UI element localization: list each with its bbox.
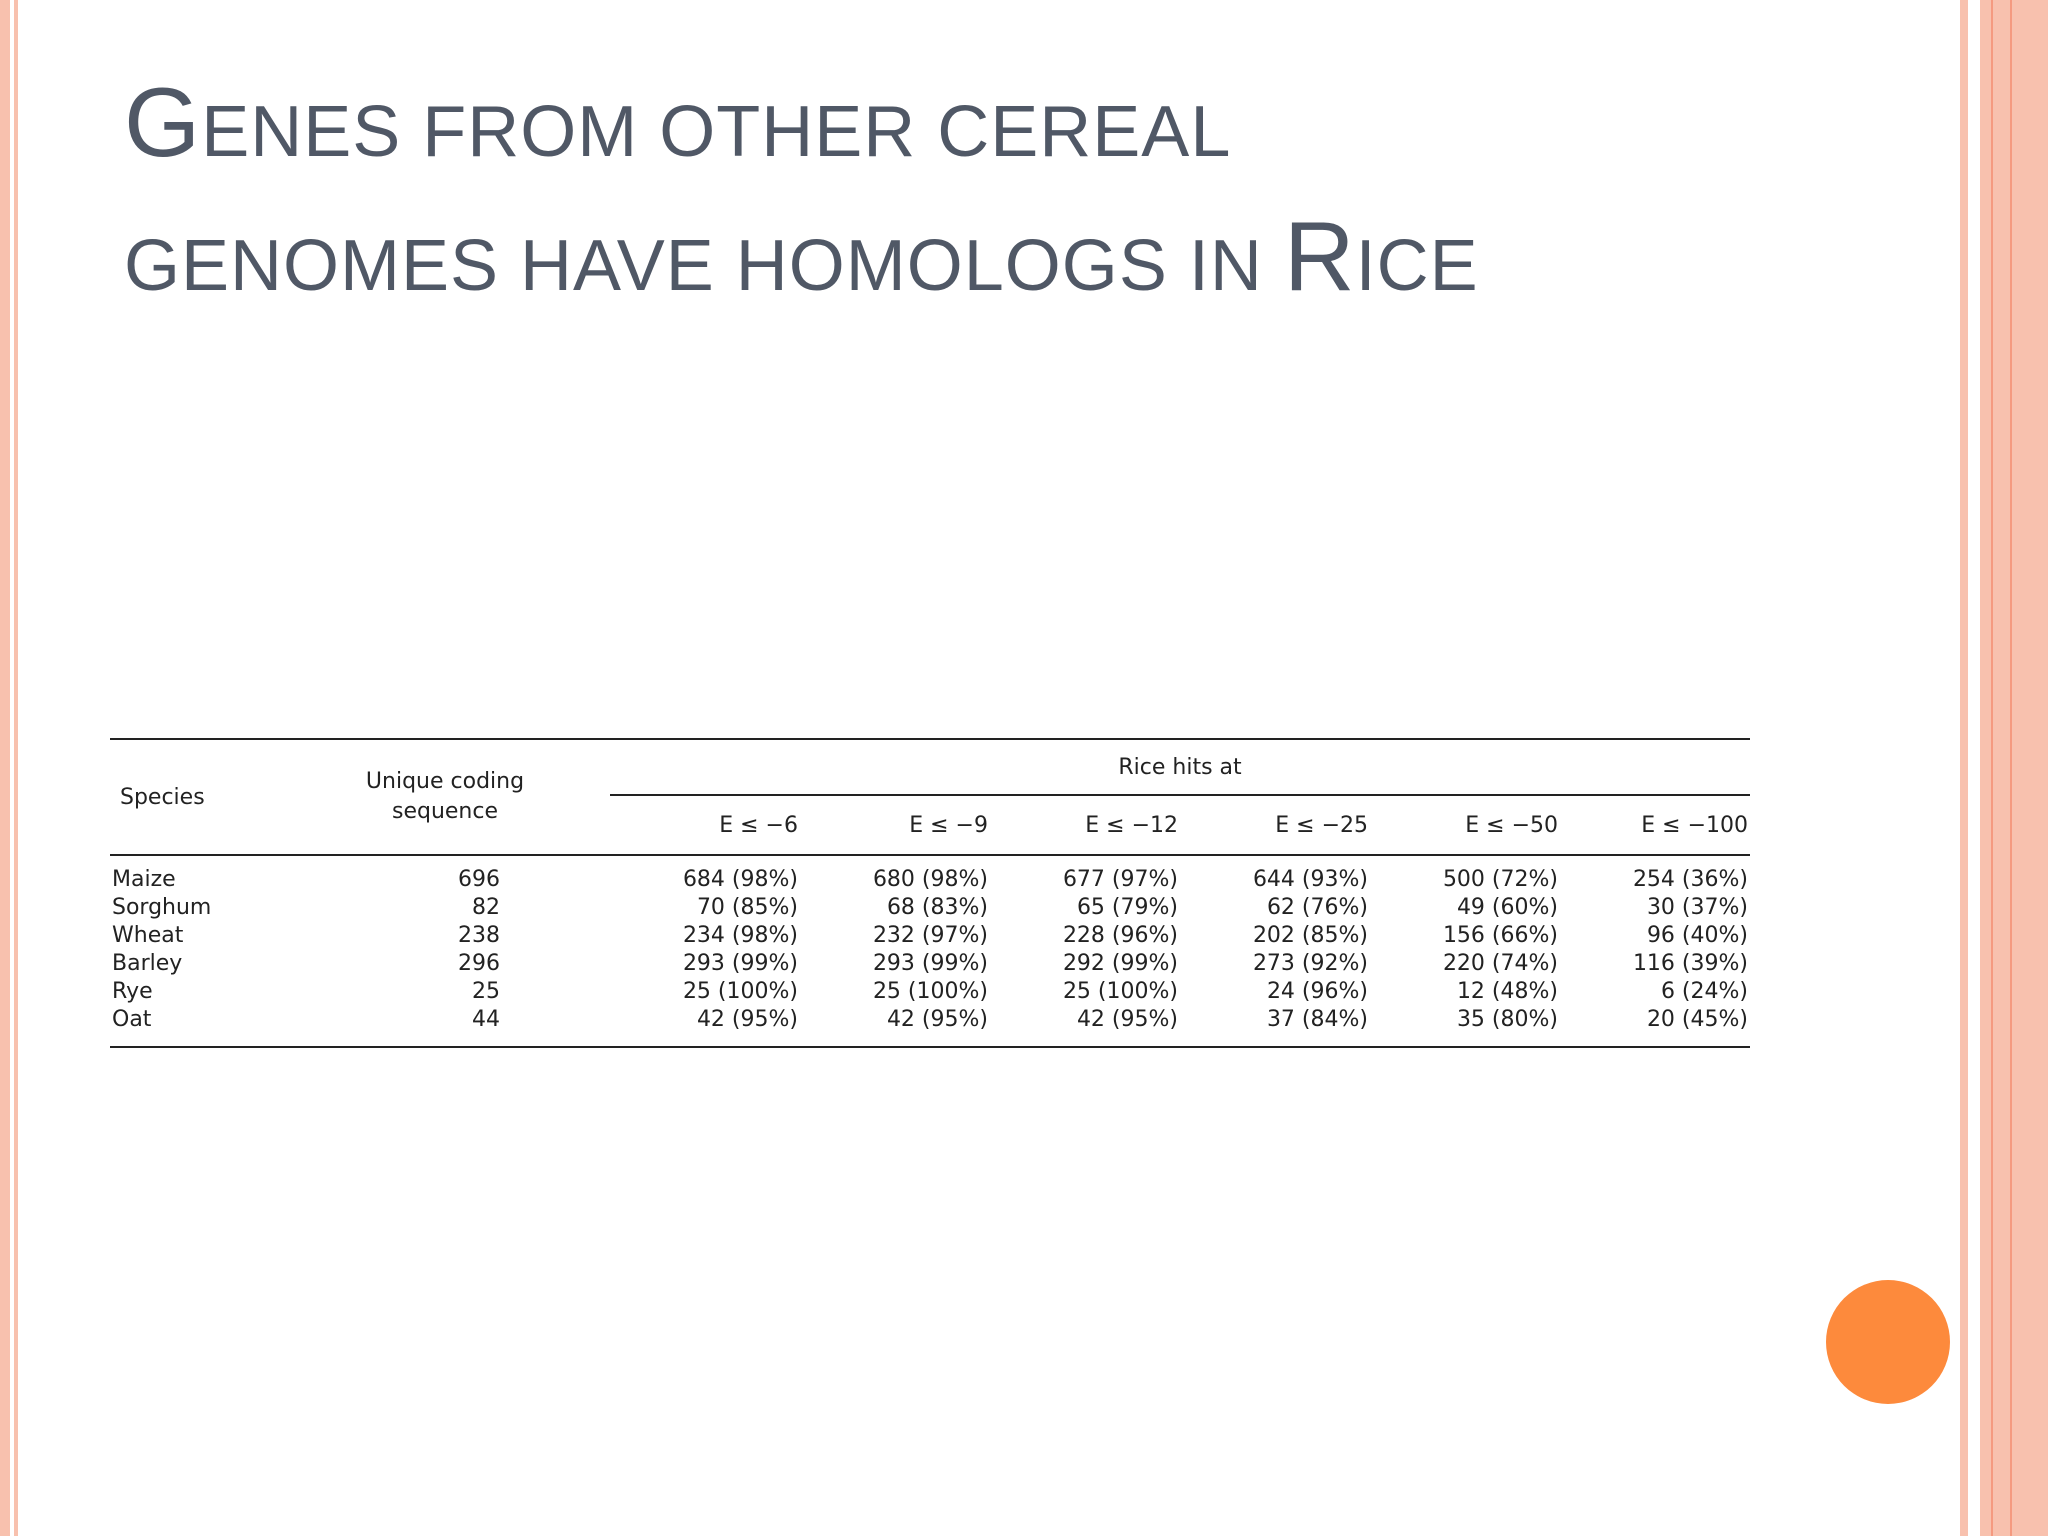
cell-hit: 116 (39%)	[1632, 951, 1748, 976]
title-text: GENOMES HAVE HOMOLOGS IN	[124, 226, 1284, 306]
cell-hit: 644 (93%)	[1252, 867, 1368, 892]
cell-unique: 238	[458, 923, 500, 948]
cell-hit: 232 (97%)	[872, 923, 988, 948]
table-body	[110, 855, 1750, 1047]
right-border-line	[2010, 0, 2012, 1536]
left-border-line	[14, 0, 18, 1536]
header-hit-column: E ≤ −6	[719, 812, 798, 838]
header-species: Species	[120, 784, 205, 810]
header-hit-column: E ≤ −50	[1465, 812, 1558, 838]
table-row	[110, 978, 1750, 1006]
cell-species: Sorghum	[112, 895, 212, 920]
title-text: ENES FROM OTHER CEREAL	[201, 92, 1232, 172]
cell-species: Barley	[112, 951, 183, 976]
cell-hit: 6 (24%)	[1660, 979, 1748, 1004]
cell-hit: 202 (85%)	[1252, 923, 1368, 948]
left-border-bar	[0, 0, 10, 1536]
homolog-table	[110, 738, 1750, 1048]
cell-species: Maize	[112, 867, 176, 892]
cell-unique: 296	[458, 951, 500, 976]
cell-hit: 20 (45%)	[1646, 1007, 1748, 1032]
right-border-strip	[1960, 0, 1968, 1536]
title-capital: R	[1283, 201, 1356, 311]
cell-unique: 25	[472, 979, 500, 1004]
table-row	[110, 855, 1750, 894]
cell-hit: 220 (74%)	[1442, 951, 1558, 976]
cell-hit: 25 (100%)	[872, 979, 988, 1004]
cell-hit: 293 (99%)	[682, 951, 798, 976]
cell-hit: 42 (95%)	[696, 1007, 798, 1032]
header-unique-coding-sequence	[280, 739, 610, 855]
accent-circle	[1826, 1280, 1950, 1404]
cell-unique: 82	[472, 895, 500, 920]
cell-hit: 254 (36%)	[1632, 867, 1748, 892]
cell-unique: 696	[458, 867, 500, 892]
homolog-table-container	[110, 738, 1750, 1048]
cell-hit: 228 (96%)	[1062, 923, 1178, 948]
cell-hit: 292 (99%)	[1062, 951, 1178, 976]
cell-hit: 42 (95%)	[1076, 1007, 1178, 1032]
cell-hit: 680 (98%)	[872, 867, 988, 892]
cell-hit: 273 (92%)	[1252, 951, 1368, 976]
table-row	[110, 922, 1750, 950]
cell-hit: 500 (72%)	[1442, 867, 1558, 892]
cell-hit: 49 (60%)	[1456, 895, 1558, 920]
cell-hit: 35 (80%)	[1456, 1007, 1558, 1032]
cell-hit: 68 (83%)	[886, 895, 988, 920]
table-row	[110, 1006, 1750, 1047]
cell-species: Rye	[112, 979, 153, 1004]
table-row	[110, 894, 1750, 922]
cell-hit: 156 (66%)	[1442, 923, 1558, 948]
cell-hit: 25 (100%)	[1062, 979, 1178, 1004]
header-hit-column: E ≤ −25	[1275, 812, 1368, 838]
cell-hit: 30 (37%)	[1646, 895, 1748, 920]
header-unique-line: Unique coding	[365, 769, 525, 794]
cell-species: Oat	[112, 1007, 152, 1032]
cell-hit: 96 (40%)	[1646, 923, 1748, 948]
cell-hit: 42 (95%)	[886, 1007, 988, 1032]
cell-hit: 37 (84%)	[1266, 1007, 1368, 1032]
cell-species: Wheat	[112, 923, 184, 948]
header-hit-column: E ≤ −9	[909, 812, 988, 838]
table-header-row	[110, 739, 1750, 795]
slide-title	[124, 60, 1824, 328]
cell-hit: 24 (96%)	[1266, 979, 1368, 1004]
cell-hit: 234 (98%)	[682, 923, 798, 948]
header-hit-column: E ≤ −12	[1085, 812, 1178, 838]
title-text: ICE	[1355, 226, 1479, 306]
cell-hit: 684 (98%)	[682, 867, 798, 892]
cell-hit: 25 (100%)	[682, 979, 798, 1004]
cell-hit: 62 (76%)	[1266, 895, 1368, 920]
cell-unique: 44	[472, 1007, 500, 1032]
cell-hit: 70 (85%)	[696, 895, 798, 920]
right-border-line	[1991, 0, 1993, 1536]
table-row	[110, 950, 1750, 978]
cell-hit: 12 (48%)	[1456, 979, 1558, 1004]
header-rice-hits: Rice hits at	[610, 739, 1750, 795]
cell-hit: 65 (79%)	[1076, 895, 1178, 920]
header-hit-column: E ≤ −100	[1641, 812, 1748, 838]
header-unique-line: sequence	[391, 799, 498, 824]
cell-hit: 677 (97%)	[1062, 867, 1178, 892]
title-capital: G	[124, 67, 202, 177]
cell-hit: 293 (99%)	[872, 951, 988, 976]
